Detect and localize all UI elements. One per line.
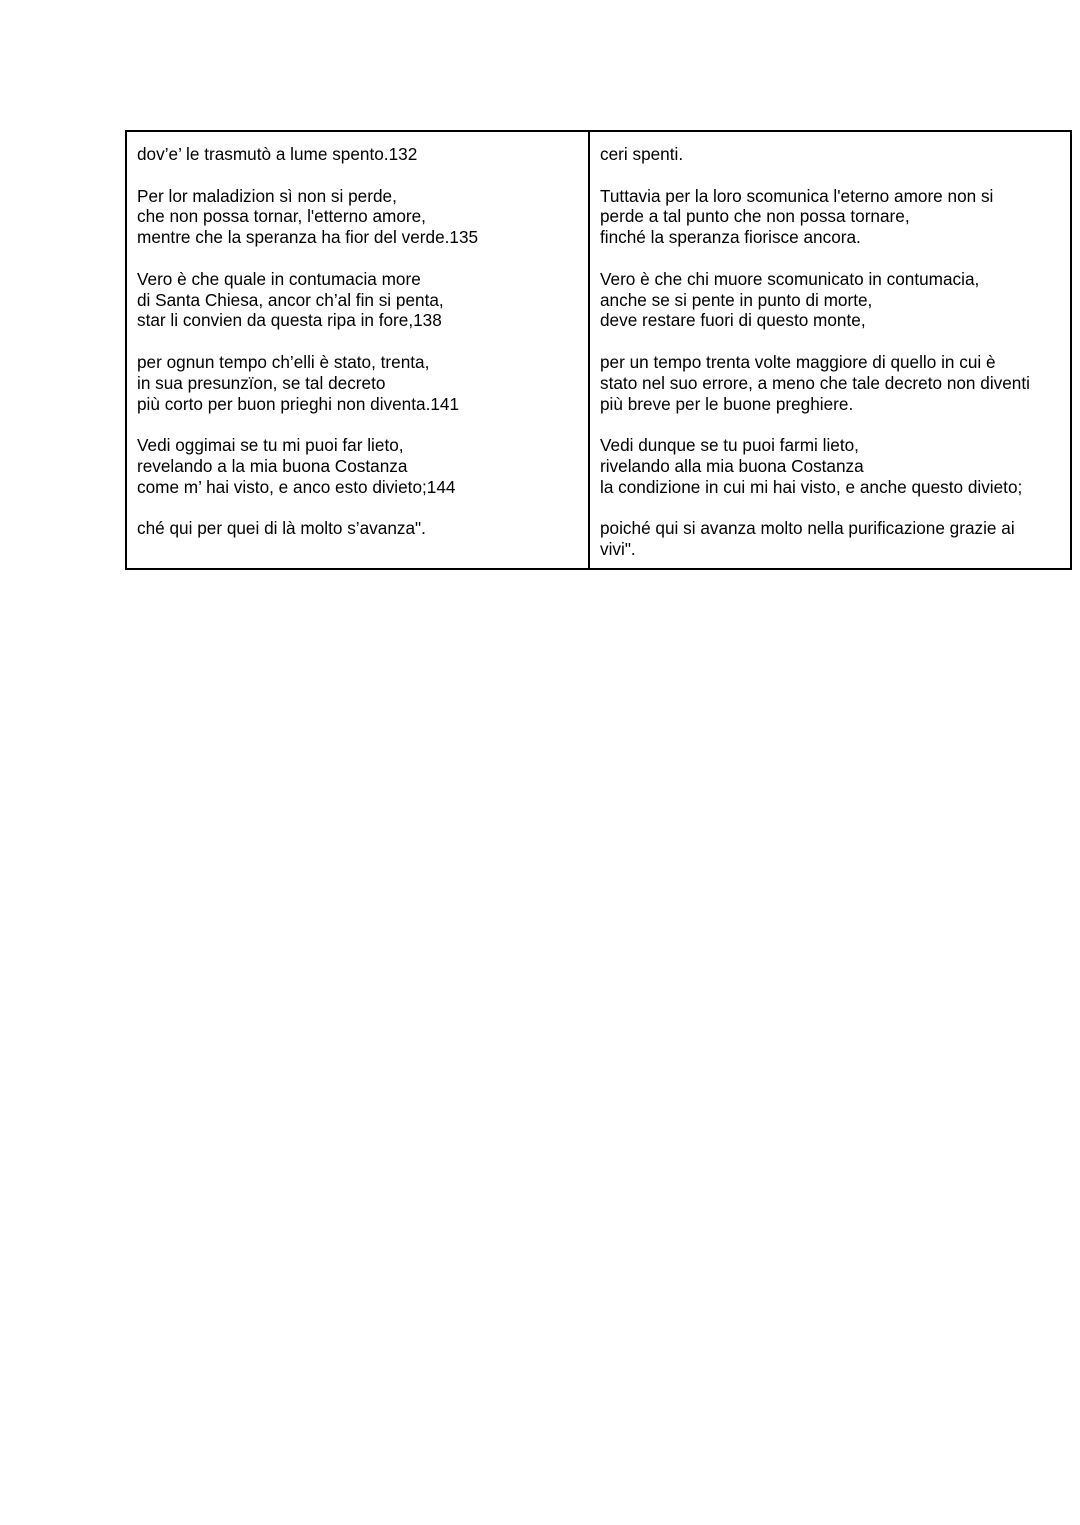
paraphrase-line: rivelando alla mia buona Costanza xyxy=(600,455,864,476)
original-stanza xyxy=(137,186,578,248)
verse-line: star li convien da questa ripa in fore,138 xyxy=(137,310,442,331)
paraphrase-line: anche se si pente in punto di morte, xyxy=(600,289,873,310)
paraphrase-line: perde a tal punto che non possa tornare, xyxy=(600,206,910,227)
original-stanza xyxy=(137,518,578,539)
paraphrase-line: Tuttavia per la loro scomunica l'eterno amore non si xyxy=(600,185,994,206)
original-stanza xyxy=(137,269,578,331)
paraphrase-line: per un tempo trenta volte maggiore di quello in cui è xyxy=(600,351,996,372)
verse-line: in sua presunzïon, se tal decreto xyxy=(137,372,386,393)
verse-line: Per lor maladizion sì non si perde, xyxy=(137,185,397,206)
verse-line: revelando a la mia buona Costanza xyxy=(137,455,408,476)
paraphrase-stanza xyxy=(600,352,1060,414)
paraphrase-stanza xyxy=(600,144,1060,165)
verse-line: ché qui per quei di là molto s’avanza". xyxy=(137,518,426,539)
verse-table xyxy=(125,130,1072,570)
verse-line: per ognun tempo ch’elli è stato, trenta, xyxy=(137,351,430,372)
paraphrase-stanza xyxy=(600,518,1060,560)
paraphrase-line: vivi". xyxy=(600,539,636,560)
verse-line: Vero è che quale in contumacia more xyxy=(137,268,421,289)
paraphrase-line: la condizione in cui mi hai visto, e anche questo divieto; xyxy=(600,476,1023,497)
paraphrase-line: Vero è che chi muore scomunicato in contumacia, xyxy=(600,268,980,289)
verse-line: mentre che la speranza ha fior del verde.135 xyxy=(137,227,479,248)
paraphrase-line: più breve per le buone preghiere. xyxy=(600,393,854,414)
paraphrase-text-cell xyxy=(589,131,1071,569)
verse-line: di Santa Chiesa, ancor ch’al fin si penta, xyxy=(137,289,444,310)
table-row xyxy=(126,131,1071,569)
verse-line: come m’ hai visto, e anco esto divieto;144 xyxy=(137,476,456,497)
paraphrase-stanza xyxy=(600,269,1060,331)
paraphrase-line: finché la speranza fiorisce ancora. xyxy=(600,227,861,248)
paraphrase-line: stato nel suo errore, a meno che tale decreto non diventi xyxy=(600,372,1030,393)
verse-line: che non possa tornar, l'etterno amore, xyxy=(137,206,426,227)
original-stanza xyxy=(137,435,578,497)
verse-line: Vedi oggimai se tu mi puoi far lieto, xyxy=(137,435,404,456)
paraphrase-stanza xyxy=(600,435,1060,497)
paraphrase-line: deve restare fuori di questo monte, xyxy=(600,310,866,331)
paraphrase-line: poiché qui si avanza molto nella purificazione grazie ai xyxy=(600,518,1015,539)
paraphrase-line: ceri spenti. xyxy=(600,144,684,164)
original-stanza xyxy=(137,144,578,165)
verse-line: più corto per buon prieghi non diventa.141 xyxy=(137,393,460,414)
original-stanza xyxy=(137,352,578,414)
paraphrase-stanza xyxy=(600,186,1060,248)
original-text-cell xyxy=(126,131,589,569)
verse-line: dov’e’ le trasmutò a lume spento.132 xyxy=(137,144,418,164)
paraphrase-line: Vedi dunque se tu puoi farmi lieto, xyxy=(600,435,859,456)
